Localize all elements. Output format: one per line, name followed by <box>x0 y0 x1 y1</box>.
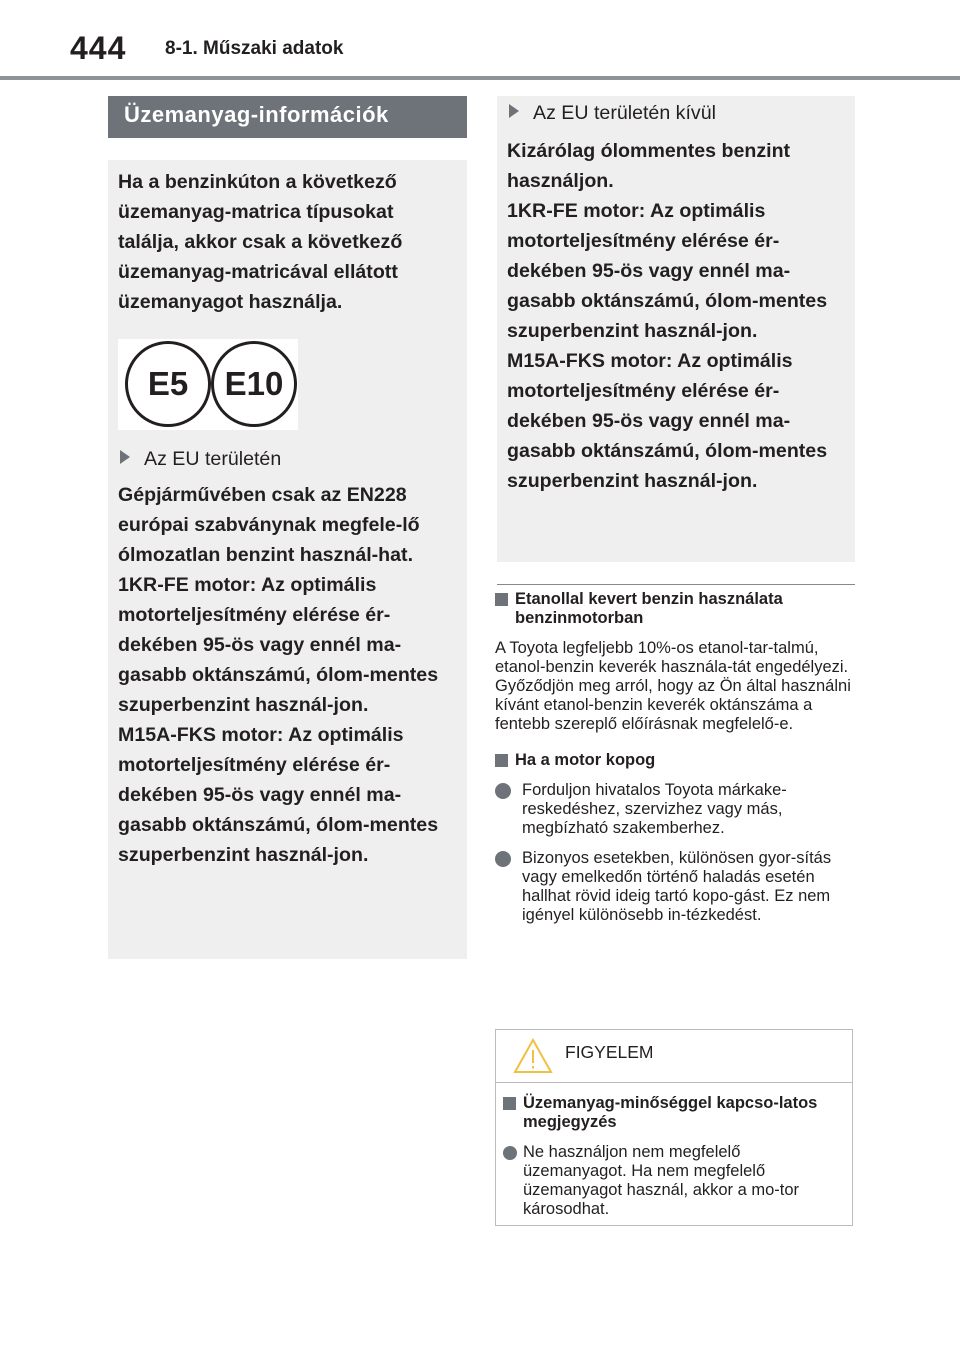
ethanol-heading-text: Etanollal kevert benzin használata benzinmotorban <box>515 590 783 627</box>
badge-e10: E10 <box>211 341 297 427</box>
warning-body <box>503 1094 843 1219</box>
square-bullet-icon <box>495 593 508 606</box>
fuel-quality-heading <box>503 1094 843 1132</box>
triangle-bullet-icon <box>120 450 130 464</box>
ethanol-heading <box>495 590 855 628</box>
square-bullet-icon <box>503 1097 516 1110</box>
knock-section <box>495 751 855 925</box>
warning-box <box>495 1029 853 1226</box>
page-number: 444 <box>70 30 127 66</box>
eu-subhead-label: Az EU területén <box>144 448 282 470</box>
ethanol-text: A Toyota legfeljebb 10%-os etanol-tar-talmú, etanol-benzin keverék használa-tát engedélyezi. Győződjön meg arról, hogy az Ön által használni kívánt etanol-benzin keverék oktánszáma a fentebb szereplő előírásnak megfelelő-e. <box>495 639 851 733</box>
outside-eu-unleaded: Kizárólag ólommentes benzint használjon. <box>507 140 791 192</box>
warning-triangle-icon <box>513 1038 553 1074</box>
left-column <box>108 96 467 959</box>
round-bullet-icon <box>495 851 511 867</box>
outside-eu-subhead <box>507 98 845 128</box>
fuel-label-badges <box>118 339 298 430</box>
knock-heading <box>495 751 855 770</box>
round-bullet-icon <box>495 783 511 799</box>
knock-bullet-acceleration-text: Bizonyos esetekben, különösen gyor-sítás vagy emelkedőn történő haladás esetén hallhat rövid ideig tartó kopo-gást. Ez nem igényel különösebb in-tézkedést. <box>522 849 832 924</box>
knock-bullet-acceleration <box>495 849 855 925</box>
eu-1kr-fe-note: 1KR-FE motor: Az optimális motorteljesítmény elérése ér-dekében 95-ös vagy ennél ma-gasabb oktánszámú, ólom-mentes szuperbenzint használ-jon. <box>118 574 439 716</box>
fuel-quality-heading-text: Üzemanyag-minőséggel kapcso-latos megjegyzés <box>523 1094 818 1131</box>
outside-eu-box <box>497 96 855 562</box>
header-rule <box>0 76 960 80</box>
round-bullet-icon <box>503 1146 517 1160</box>
eu-subhead <box>118 444 457 474</box>
fuel-quality-bullet-text: Ne használjon nem megfelelő üzemanyagot. Ha nem megfelelő üzemanyagot használ, akkor a mo-tor károsodhat. <box>523 1143 800 1218</box>
ethanol-section <box>495 590 855 734</box>
badge-e5: E5 <box>125 341 211 427</box>
section-title: 8-1. Műszaki adatok <box>165 38 344 59</box>
eu-m15a-fks-note: M15A-FKS motor: Az optimális motorteljesítmény elérése ér-dekében 95-ös vagy ennél ma-gasabb oktánszámú, ólom-mentes szuperbenzint használ-jon. <box>118 724 439 866</box>
page-header <box>0 0 960 80</box>
warning-label: FIGYELEM <box>565 1042 654 1062</box>
intro-text: Ha a benzinkúton a következő üzemanyag-matrica típusokat találja, akkor csak a következő üzemanyag-matricával ellátott üzemanyagot használja. <box>118 171 403 313</box>
right-column-text <box>495 590 855 937</box>
section-divider <box>497 584 855 585</box>
knock-bullet-dealer <box>495 781 855 838</box>
warning-header <box>496 1030 852 1083</box>
fuel-info-title: Üzemanyag-információk <box>108 96 467 138</box>
triangle-bullet-icon <box>509 104 519 118</box>
outside-eu-1kr-fe-note: 1KR-FE motor: Az optimális motorteljesítmény elérése ér-dekében 95-ös vagy ennél ma-gasabb oktánszámú, ólom-mentes szuperbenzint használ-jon. <box>507 200 828 342</box>
fuel-quality-bullet <box>503 1143 843 1219</box>
knock-heading-text: Ha a motor kopog <box>515 751 656 769</box>
fuel-info-box <box>108 160 467 959</box>
eu-fuel-standard: Gépjárművében csak az EN228 európai szabványnak megfele-lő ólmozatlan benzint használ-hat. <box>118 484 420 566</box>
square-bullet-icon <box>495 754 508 767</box>
knock-bullet-dealer-text: Forduljon hivatalos Toyota márkake-reskedéshez, szervizhez vagy más, megbízható szakemberhez. <box>522 781 787 837</box>
outside-eu-m15a-fks-note: M15A-FKS motor: Az optimális motorteljesítmény elérése ér-dekében 95-ös vagy ennél ma-gasabb oktánszámú, ólom-mentes szuperbenzint használ-jon. <box>507 350 828 492</box>
outside-eu-subhead-label: Az EU területén kívül <box>533 102 716 124</box>
